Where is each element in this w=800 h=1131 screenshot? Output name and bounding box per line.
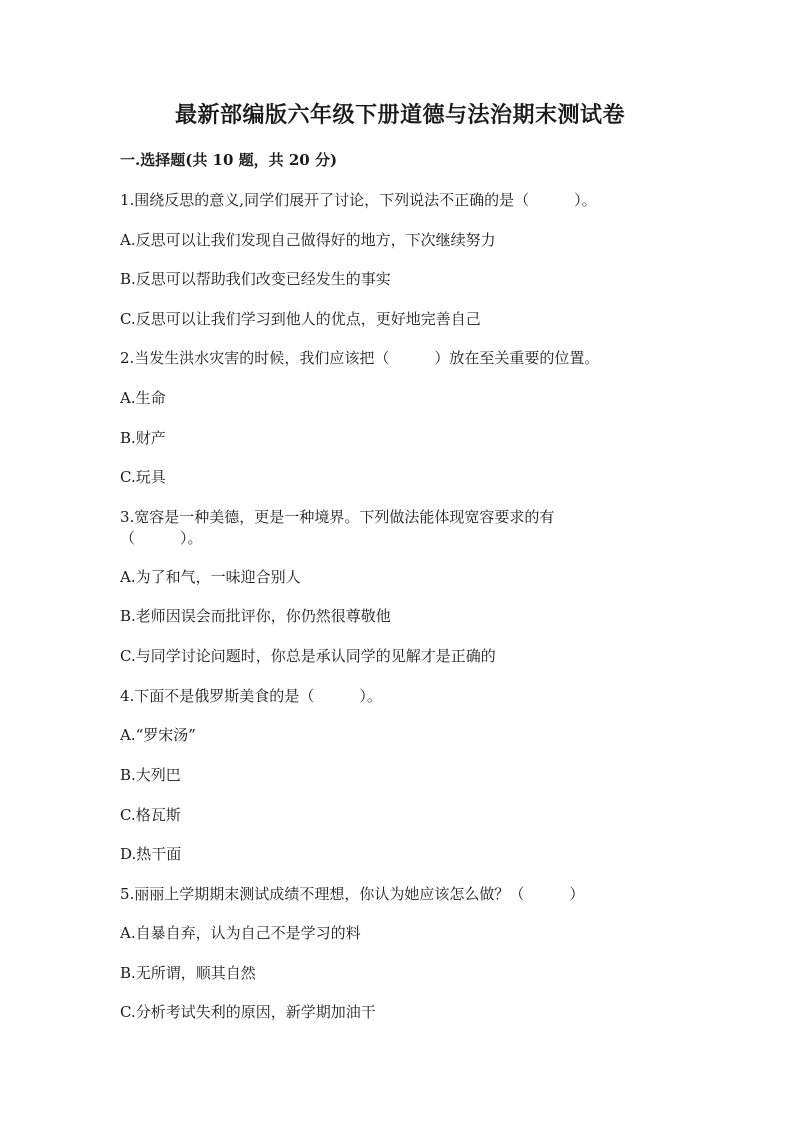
page-title: 最新部编版六年级下册道德与法治期末测试卷 (174, 102, 625, 128)
question-3-option-c: C.与同学讨论问题时，你总是承认同学的见解才是正确的 (120, 647, 496, 665)
question-3-option-b: B.老师因误会而批评你，你仍然很尊敬他 (120, 607, 391, 625)
question-3-option-a: A.为了和气，一味迎合别人 (120, 568, 301, 586)
question-4-option-c: C.格瓦斯 (120, 806, 181, 824)
question-5-option-b: B.无所谓，顺其自然 (120, 964, 256, 982)
question-5-option-a: A.自暴自弃，认为自己不是学习的料 (120, 924, 361, 942)
question-3-stem-continued: （ ）。 (120, 529, 203, 547)
question-5-stem: 5.丽丽上学期期末测试成绩不理想，你认为她应该怎么做？（ ） (120, 885, 585, 903)
question-2-option-c: C.玩具 (120, 468, 166, 486)
question-2-option-b: B.财产 (120, 429, 166, 447)
question-1-stem: 1.围绕反思的意义,同学们展开了讨论，下列说法不正确的是（ ）。 (120, 191, 597, 209)
question-1-option-b: B.反思可以帮助我们改变已经发生的事实 (120, 270, 391, 288)
question-2-option-a: A.生命 (120, 389, 166, 407)
question-4-option-a: A.“罗宋汤” (120, 726, 196, 744)
question-3-stem: 3.宽容是一种美德，更是一种境界。下列做法能体现宽容要求的有 (120, 508, 555, 526)
question-4-stem: 4.下面不是俄罗斯美食的是（ ）。 (120, 687, 382, 705)
question-4-option-d: D.热干面 (120, 845, 182, 863)
question-5-option-c: C.分析考试失利的原因，新学期加油干 (120, 1003, 376, 1021)
section-heading: 一.选择题(共 10 题，共 20 分) (120, 151, 338, 169)
question-2-stem: 2.当发生洪水灾害的时候，我们应该把（ ）放在至关重要的位置。 (120, 349, 600, 367)
question-4-option-b: B.大列巴 (120, 766, 181, 784)
question-1-option-c: C.反思可以让我们学习到他人的优点，更好地完善自己 (120, 310, 481, 328)
question-1-option-a: A.反思可以让我们发现自己做得好的地方，下次继续努力 (120, 231, 496, 249)
